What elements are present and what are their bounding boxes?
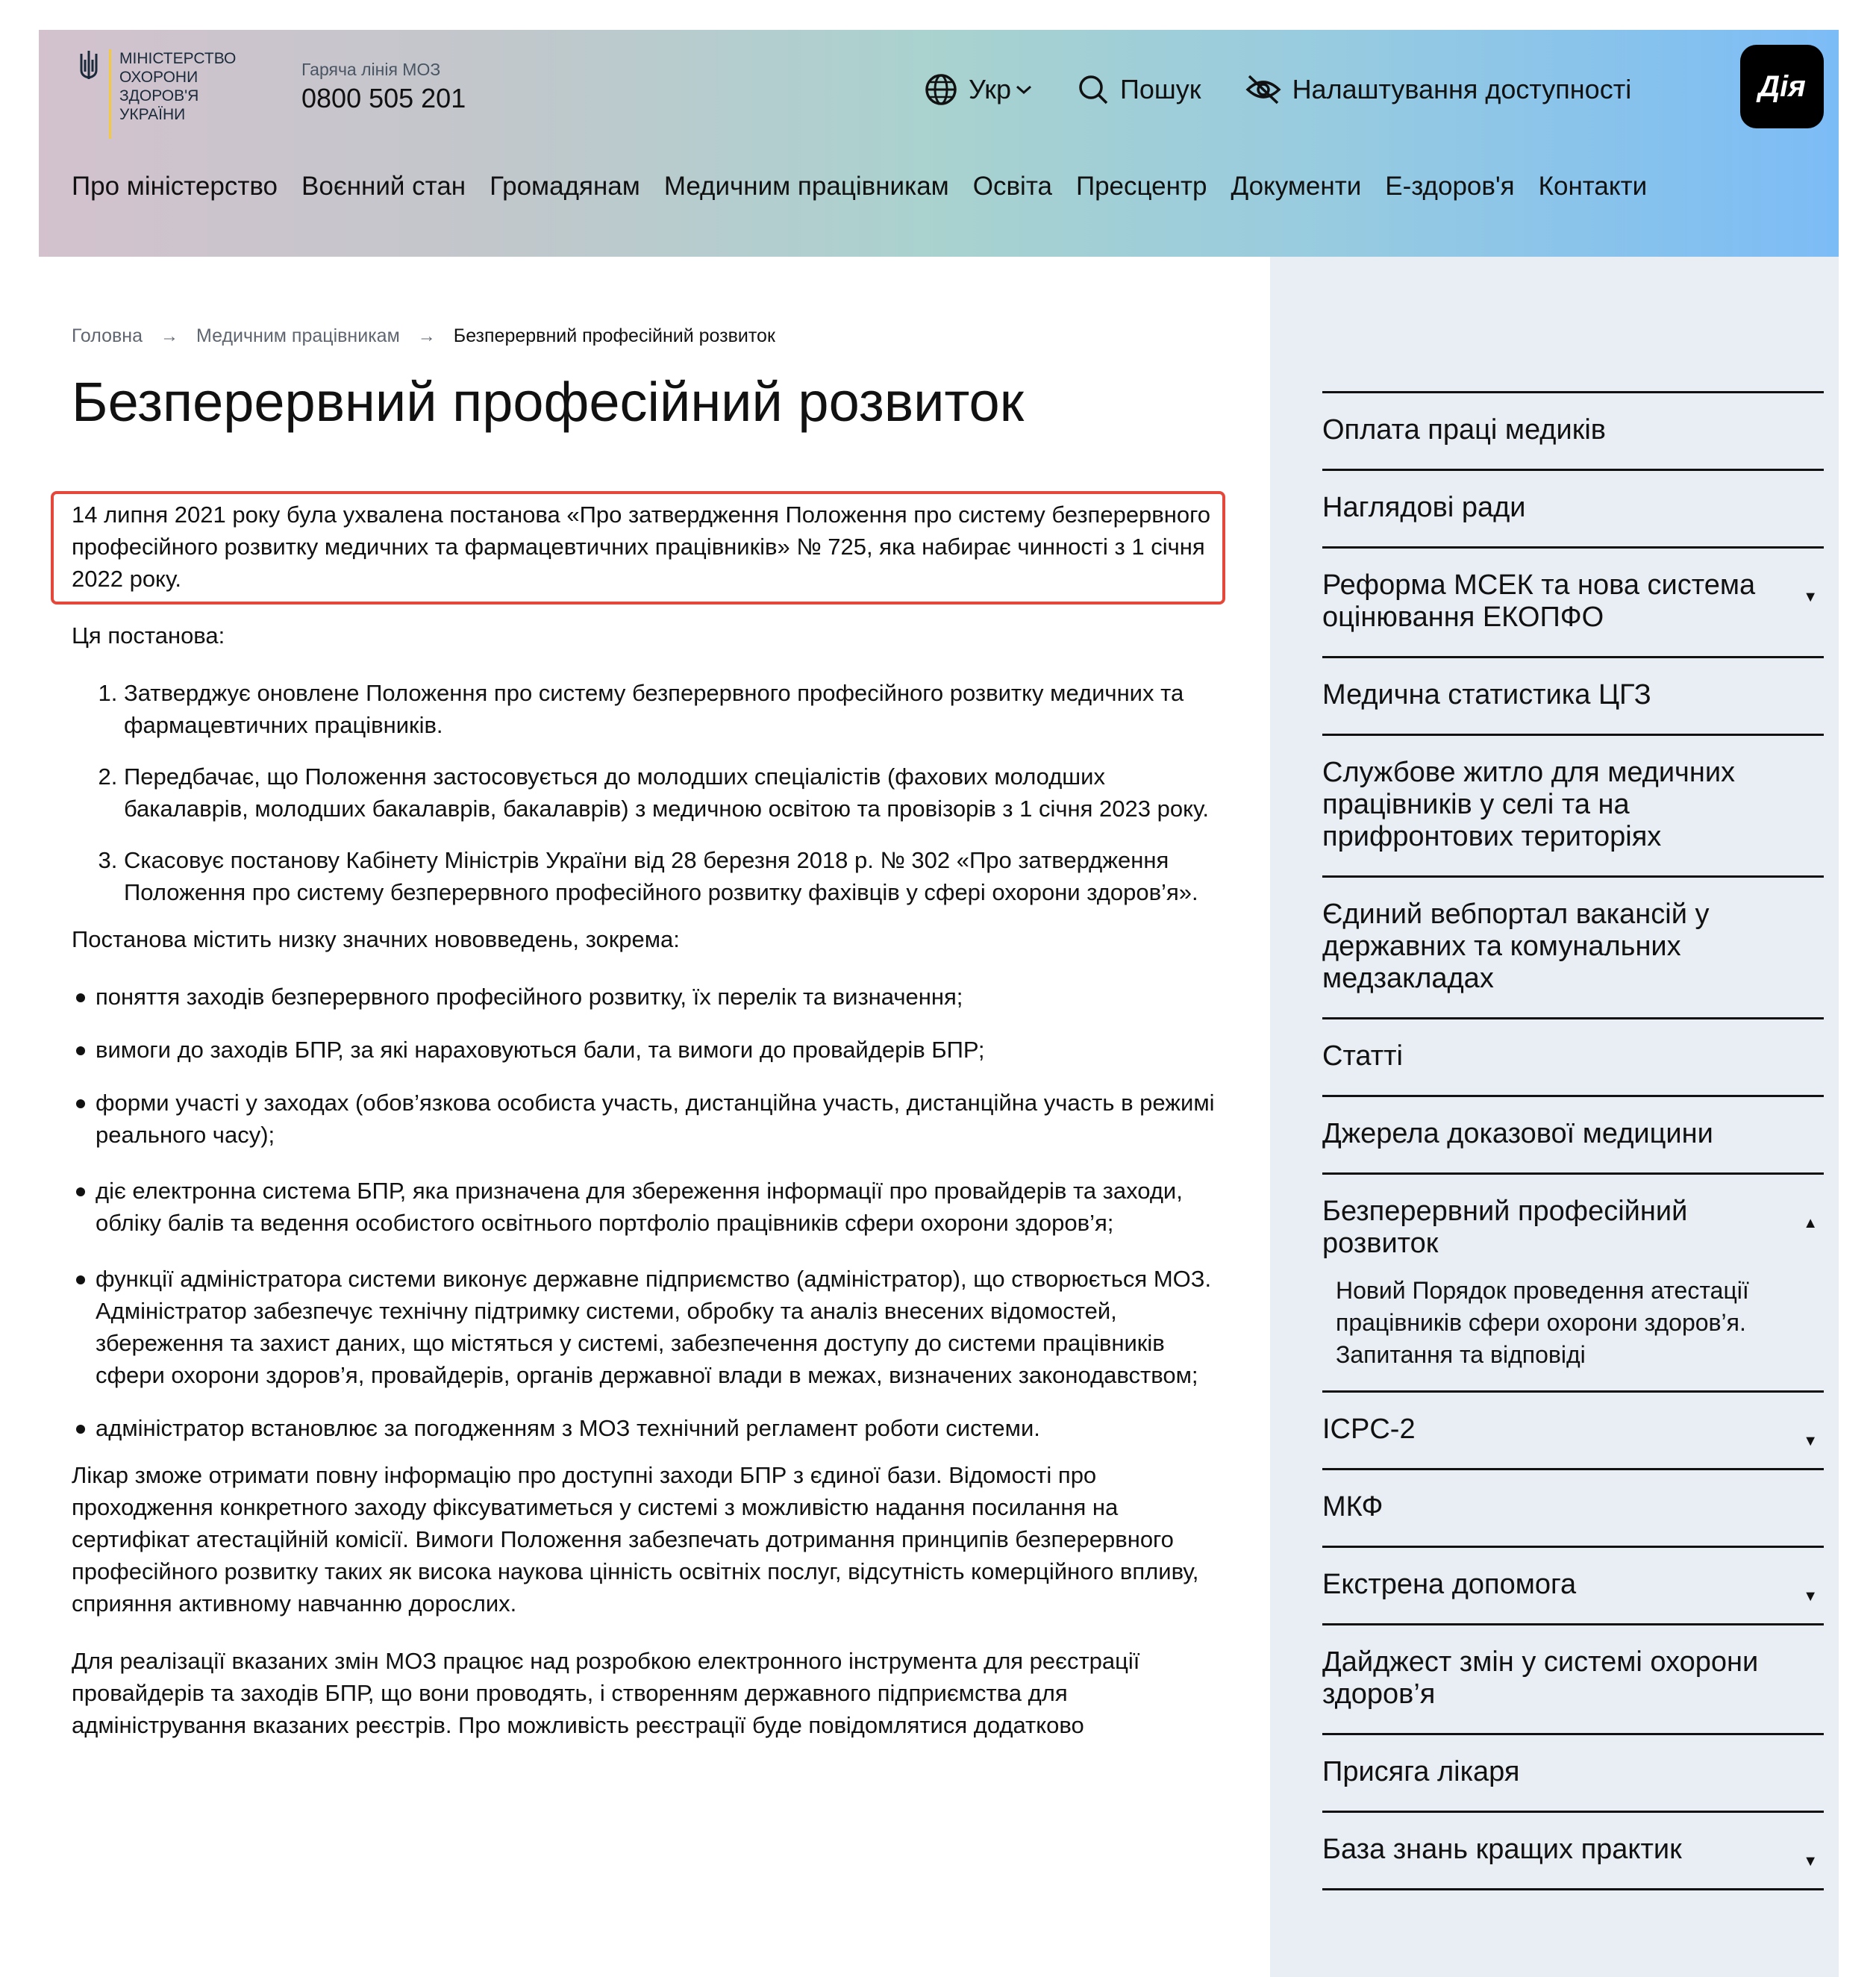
site-header — [39, 30, 1839, 257]
sidebar-menu — [1322, 391, 1824, 1890]
sidebar-item-medical-statistics[interactable] — [1322, 656, 1824, 734]
diia-button[interactable]: Дія — [1740, 45, 1824, 128]
hotline — [301, 60, 466, 114]
list-item: 2. Передбачає, що Положення застосовується до молодших спеціалістів (фахових молодших бакалаврів, молодших бакалаврів, бакалаврів) з медичною освітою та провізорів з 1 січня 2023 року. — [124, 760, 1228, 825]
caret-down-icon[interactable]: ▼ — [1803, 1853, 1818, 1870]
breadcrumb — [72, 325, 775, 347]
intro-text: Ця постанова: — [72, 622, 225, 649]
sidebar-item-label: Присяга лікаря — [1322, 1756, 1520, 1787]
sidebar-item-label: Наглядові ради — [1322, 492, 1526, 523]
chevron-down-icon — [1014, 82, 1034, 97]
sidebar-item-best-practices[interactable] — [1322, 1811, 1824, 1888]
sidebar-divider — [1322, 1888, 1824, 1890]
nav-contacts[interactable]: Контакти — [1538, 172, 1648, 201]
arrow-right-icon: → — [160, 325, 178, 346]
trident-icon — [78, 49, 100, 82]
sidebar-item-icpc2[interactable] — [1322, 1390, 1824, 1468]
list-item: адміністратор встановлює за погодженням з МОЗ технічний регламент роботи системи. — [72, 1412, 1228, 1444]
sidebar-item-label: Службове житло для медичних працівників у селі та на прифронтових територіях — [1322, 757, 1736, 852]
list-item: 1. Затверджує оновлене Положення про систему безперервного професійного розвитку медичних та фармацевтичних працівників. — [124, 677, 1228, 741]
nav-documents[interactable]: Документи — [1231, 172, 1362, 201]
accessibility-label: Налаштування доступності — [1292, 74, 1632, 104]
top-tools — [924, 69, 1675, 110]
sidebar-item-digest[interactable] — [1322, 1623, 1824, 1733]
nav-ehealth[interactable]: Е-здоров'я — [1385, 172, 1515, 201]
accessibility-button[interactable] — [1245, 73, 1632, 106]
caret-down-icon[interactable]: ▼ — [1803, 1588, 1818, 1605]
sidebar-item-emergency[interactable] — [1322, 1546, 1824, 1623]
search-button[interactable] — [1077, 73, 1201, 106]
search-label: Пошук — [1120, 74, 1201, 104]
language-label: Укр — [969, 74, 1012, 104]
sidebar-subitem-attestation[interactable]: Новий Порядок проведення атестації працівників сфери охорони здоров’я. Запитання та відповіді — [1336, 1277, 1749, 1368]
globe-icon — [924, 72, 958, 107]
breadcrumb-current: Безперервний професійний розвиток — [453, 325, 775, 346]
hotline-label: Гаряча лінія МОЗ — [301, 60, 441, 79]
language-selector[interactable] — [924, 72, 1034, 107]
innovations-intro: Постанова містить низку значних нововведень, зокрема: — [72, 926, 680, 952]
main-nav — [72, 172, 1647, 202]
arrow-right-icon: → — [417, 325, 436, 346]
logo-text: МІНІСТЕРСТВО ОХОРОНИ ЗДОРОВ'Я УКРАЇНИ — [119, 50, 237, 123]
search-icon — [1077, 73, 1110, 106]
list-item: функції адміністратора системи виконує державне підприємство (адміністратор), що створюється МОЗ. Адміністратор забезпечує технічну підтримку системи, обробку та аналіз внесених відомостей, збереження та захист даних, що містяться у системі, забезпечення доступу до системи працівників сфери охорони здоров’я, провайдерів, органів державної влади в межах, визначених законодавством; — [72, 1263, 1228, 1391]
sidebar-item-label: ICPC-2 — [1322, 1414, 1416, 1445]
paragraph: Для реалізації вказаних змін МОЗ працює над розробкою електронного інструмента для реєстрації провайдерів та заходів БПР, що вони проводять, і створенням державного підприємства для адміністрування вказаних реєстрів. Про можливість реєстрації буде повідомлятися додатково — [72, 1648, 1140, 1738]
sidebar-item-supervisory-boards[interactable] — [1322, 469, 1824, 546]
list-item: поняття заходів безперервного професійного розвитку, їх перелік та визначення; — [72, 981, 1228, 1013]
sidebar-item-vacancies[interactable] — [1322, 875, 1824, 1017]
sidebar-item-msek-reform[interactable] — [1322, 546, 1824, 656]
nav-martial-law[interactable]: Воєнний стан — [301, 172, 466, 201]
sidebar-item-evidence-sources[interactable] — [1322, 1095, 1824, 1172]
ministry-logo[interactable] — [78, 49, 237, 146]
sidebar-item-articles[interactable] — [1322, 1017, 1824, 1095]
bullet-list — [72, 981, 1228, 1444]
sidebar-item-icf[interactable] — [1322, 1468, 1824, 1546]
sidebar-item-housing[interactable] — [1322, 734, 1824, 875]
hotline-number[interactable]: 0800 505 201 — [301, 83, 466, 113]
sidebar-item-label: Єдиний вебпортал вакансій у державних та комунальних медзакладах — [1322, 899, 1710, 994]
sidebar-item-label: Медична статистика ЦГЗ — [1322, 679, 1651, 710]
nav-press-center[interactable]: Пресцентр — [1075, 172, 1207, 201]
sidebar-item-label: База знань кращих практик — [1322, 1834, 1682, 1865]
caret-down-icon[interactable]: ▼ — [1803, 1433, 1818, 1449]
sidebar-item-label: Джерела доказової медицини — [1322, 1118, 1713, 1149]
sidebar-item-label: Оплата праці медиків — [1322, 414, 1606, 446]
nav-citizens[interactable]: Громадянам — [490, 172, 640, 201]
paragraph: Лікар зможе отримати повну інформацію про доступні заходи БПР з єдиної бази. Відомості про проходження конкретного заходу фіксуватиметься у системі з можливістю надання посилання на сертифікат атестаційній комісії. Вимоги Положення забезпечать дотримання принципів безперервного професійного розвитку таких як висока наукова цінність освітніх послуг, відсутність комерційного впливу, сприяння активному навчанню дорослих. — [72, 1462, 1199, 1617]
ordered-list — [72, 677, 1228, 908]
highlight-text: 14 липня 2021 року була ухвалена постанова «Про затвердження Положення про систему безперервного професійного розвитку медичних та фармацевтичних працівників» № 725, яка набирає чинності з 1 січня 2022 року. — [72, 502, 1210, 592]
page-title: Безперервний професійний розвиток — [72, 371, 1025, 433]
sidebar-item-label: Реформа МСЕК та нова система оцінювання ЕКОПФО — [1322, 569, 1756, 633]
sidebar-item-label: Статті — [1322, 1040, 1403, 1072]
sidebar-item-oath[interactable] — [1322, 1733, 1824, 1811]
article-content — [72, 619, 1228, 1741]
list-item: діє електронна система БПР, яка призначена для збереження інформації про провайдерів та заходи, обліку балів та ведення особистого освітнього портфоліо працівників сфери охорони здоров’я; — [72, 1175, 1228, 1239]
sidebar-item-label: Дайджест змін у системі охорони здоров’я — [1322, 1646, 1759, 1710]
list-item: вимоги до заходів БПР, за які нараховуються бали, та вимоги до провайдерів БПР; — [72, 1034, 1228, 1066]
logo-divider — [109, 49, 111, 139]
list-item: форми участі у заходах (обов’язкова особиста участь, дистанційна участь, дистанційна участь в режимі реального часу); — [72, 1087, 1228, 1151]
nav-medical-workers[interactable]: Медичним працівникам — [663, 172, 949, 201]
sidebar-item-salary[interactable] — [1322, 391, 1824, 469]
sidebar-item-label: МКФ — [1322, 1491, 1383, 1522]
breadcrumb-section[interactable]: Медичним працівникам — [196, 325, 400, 346]
list-item: 3. Скасовує постанову Кабінету Міністрів України від 28 березня 2018 р. № 302 «Про затвердження Положення про систему безперервного професійного розвитку фахівців у сфері охорони здоров’я». — [124, 844, 1228, 908]
caret-down-icon[interactable]: ▼ — [1803, 589, 1818, 605]
breadcrumb-home[interactable]: Головна — [72, 325, 143, 346]
sidebar-item-label: Екстрена допомога — [1322, 1569, 1577, 1600]
eye-off-icon — [1245, 73, 1282, 106]
caret-up-icon[interactable]: ▲ — [1803, 1215, 1818, 1231]
sidebar-item-label: Безперервний професійний розвиток — [1322, 1196, 1688, 1259]
nav-about[interactable]: Про міністерство — [72, 172, 278, 201]
nav-education[interactable]: Освіта — [972, 172, 1052, 201]
sidebar-item-cpd[interactable] — [1322, 1172, 1824, 1390]
